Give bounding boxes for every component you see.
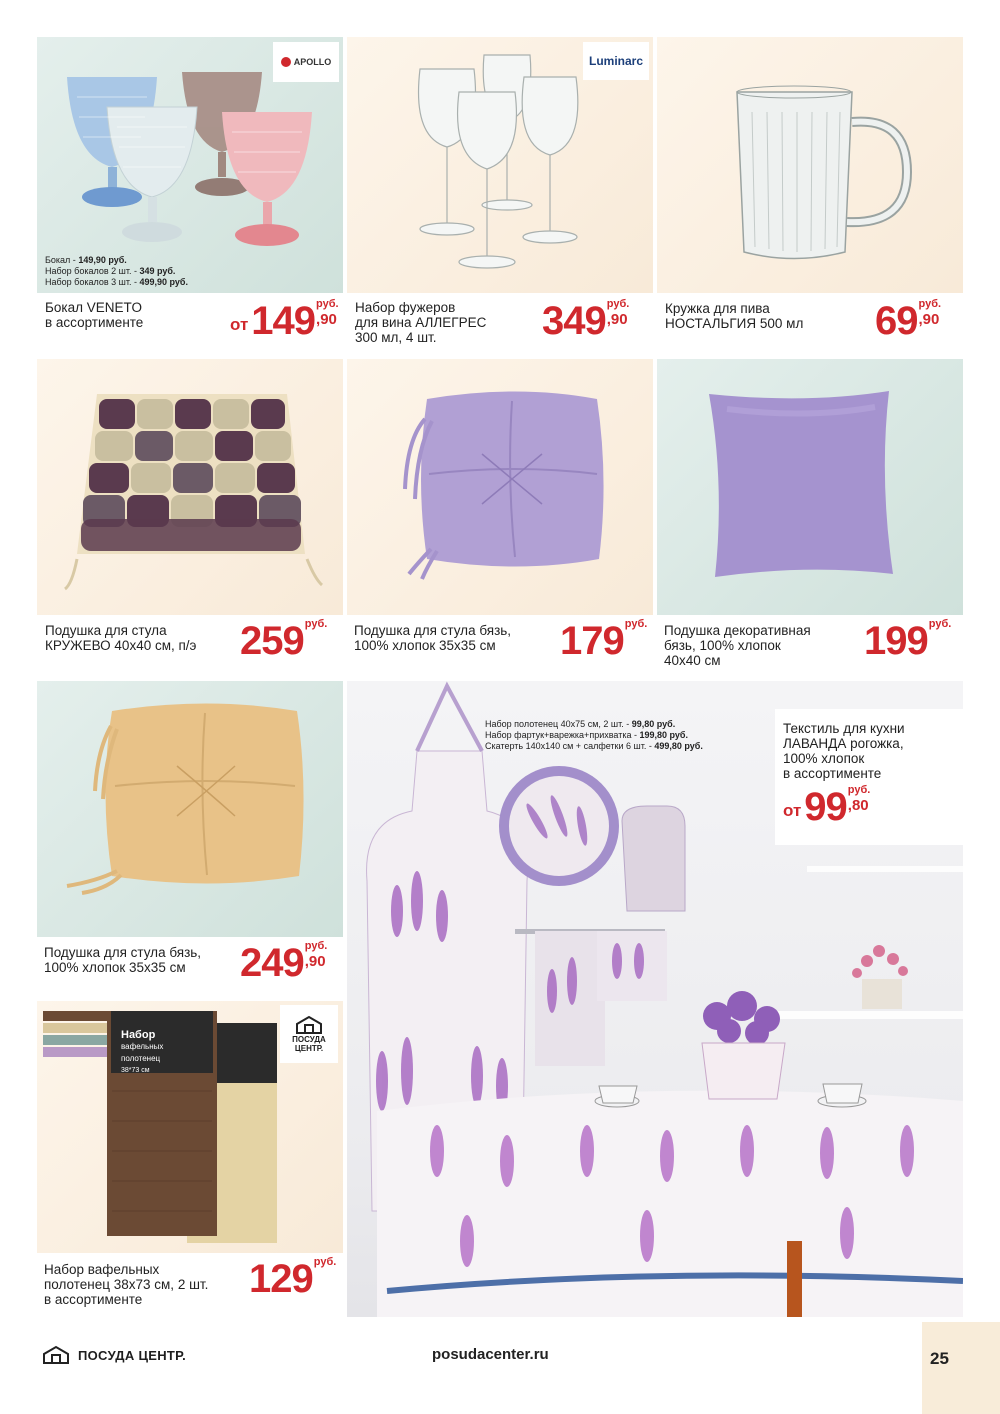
product-name-veneto: Бокал VENETO в ассортименте <box>45 300 144 330</box>
price-waffle: 129 руб. <box>249 1256 337 1301</box>
product-name-waffle: Набор вафельных полотенец 38х73 см, 2 шт. в ассортименте <box>44 1262 209 1307</box>
product-card-mug[interactable] <box>657 37 963 357</box>
page-number: 25 <box>930 1349 949 1368</box>
product-name-decor: Подушка декоративная бязь, 100% хлопок 40х40 см <box>664 623 811 668</box>
product-card-allegres[interactable] <box>347 37 653 357</box>
note-line: Скатерть 140х140 см + салфетки 6 шт. - 499,80 руб. <box>485 741 703 751</box>
product-name-allegres: Набор фужеров для вина АЛЛЕГРЕС 300 мл, 4 шт. <box>355 300 487 345</box>
product-image-waffle <box>37 1001 343 1253</box>
product-name-mug: Кружка для пива НОСТАЛЬГИЯ 500 мл <box>665 301 804 331</box>
product-card-bjaz-lilac[interactable] <box>347 359 653 677</box>
house-icon <box>42 1345 72 1365</box>
lace-cushion-illustration <box>37 359 343 615</box>
beer-mug-illustration <box>657 37 963 293</box>
price-note-veneto <box>45 255 188 288</box>
footer-logo-text: ПОСУДА ЦЕНТР. <box>78 1347 187 1363</box>
product-name-bjaz-lilac: Подушка для стула бязь, 100% хлопок 35х35 см <box>354 623 512 653</box>
product-card-lavanda[interactable] <box>347 681 963 1317</box>
product-card-kruzhevo[interactable] <box>37 359 343 677</box>
product-card-veneto[interactable] <box>37 37 343 357</box>
decor-pillow-illustration <box>657 359 963 615</box>
product-image-veneto <box>37 37 343 293</box>
product-card-bjaz-beige[interactable] <box>37 681 343 997</box>
product-name-bjaz-beige: Подушка для стула бязь, 100% хлопок 35х35 см <box>44 945 202 975</box>
price-note-lavanda <box>485 719 703 752</box>
price-veneto: от149 руб. ,90 <box>230 298 339 343</box>
house-icon <box>294 1015 324 1035</box>
beige-cushion-illustration <box>37 681 343 937</box>
price-bjaz-lilac: 179 руб. <box>560 618 648 663</box>
brand-name: APOLLO <box>293 57 332 67</box>
note-line: Набор бокалов 3 шт. - 499,90 руб. <box>45 277 188 287</box>
brand-logo-luminarc <box>583 42 649 80</box>
product-name-kruzhevo: Подушка для стула КРУЖЕВО 40х40 см, п/э <box>45 623 197 653</box>
note-line: Набор полотенец 40х75 см, 2 шт. - 99,80 руб. <box>485 719 676 729</box>
product-image-decor <box>657 359 963 615</box>
package-label: Набор вафельных полотенец 38*73 см <box>121 1029 164 1074</box>
footer-logo[interactable] <box>42 1345 186 1365</box>
price-lavanda: от99 руб. ,80 <box>783 784 871 829</box>
note-line: Бокал - 149,90 руб. <box>45 255 127 265</box>
product-image-kruzhevo <box>37 359 343 615</box>
note-line: Набор бокалов 2 шт. - 349 руб. <box>45 266 176 276</box>
price-decor: 199 руб. <box>864 618 952 663</box>
brand-logo-posuda-center: ПОСУДА ЦЕНТР. <box>280 1005 338 1063</box>
brand-logo-apollo <box>273 42 339 82</box>
product-name-lavanda: Текстиль для кухни ЛАВАНДА рогожка, 100% хлопок в ассортименте <box>783 721 905 781</box>
lilac-cushion-illustration <box>347 359 653 615</box>
price-allegres: 349 руб. ,90 <box>542 298 630 343</box>
price-bjaz-beige: 249 руб. ,90 <box>240 940 328 985</box>
product-card-decor[interactable] <box>657 359 963 677</box>
price-mug: 69 руб. ,90 <box>875 298 942 343</box>
apollo-mark-icon <box>281 57 291 67</box>
footer-site-link[interactable]: posudacenter.ru <box>432 1346 549 1363</box>
product-image-mug <box>657 37 963 293</box>
product-image-bjaz-beige <box>37 681 343 937</box>
price-kruzhevo: 259 руб. <box>240 618 328 663</box>
product-image-allegres <box>347 37 653 293</box>
product-image-bjaz-lilac <box>347 359 653 615</box>
product-card-waffle[interactable] <box>37 1001 343 1317</box>
brand-name: Luminarc <box>588 54 643 68</box>
note-line: Набор фартук+варежка+прихватка - 199,80 руб. <box>485 730 688 740</box>
